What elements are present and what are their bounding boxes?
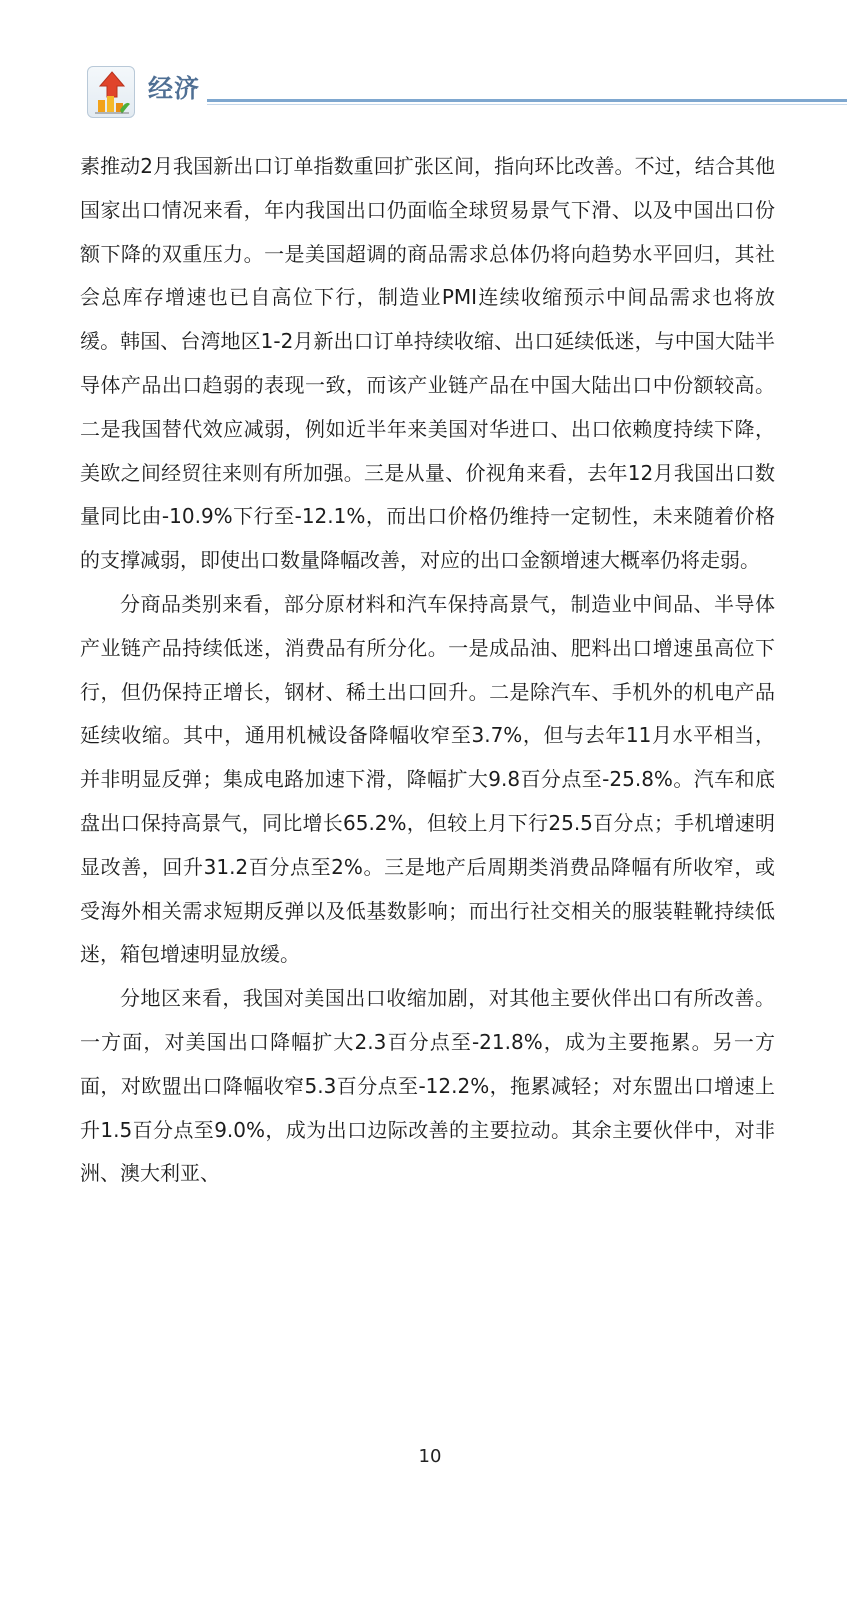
- page-header: [0, 0, 860, 130]
- page-number: 10: [418, 1446, 442, 1467]
- paragraph: 分商品类别来看，部分原材料和汽车保持高景气，制造业中间品、半导体产业链产品持续低迷，消费品有所分化。一是成品油、肥料出口增速虽高位下行，但仍保持正增长，钢材、稀土出口回升。二是除汽车、手机外的机电产品延续收缩。其中，通用机械设备降幅收窄至3.7%，但与去年11月水平相当，并非明显反弹；集成电路加速下滑，降幅扩大9.8百分点至-25.8%。汽车和底盘出口保持高景气，同比增长65.2%，但较上月下行25.5百分点；手机增速明显改善，回升31.2百分点至2%。三是地产后周期类消费品降幅有所收窄，或受海外相关需求短期反弹以及低基数影响；而出行社交相关的服装鞋靴持续低迷，箱包增速明显放缓。: [80, 591, 775, 967]
- paragraph: 分地区来看，我国对美国出口收缩加剧，对其他主要伙伴出口有所改善。一方面，对美国出口降幅扩大2.3百分点至-21.8%，成为主要拖累。另一方面，对欧盟出口降幅收窄5.3百分点至-12.2%，拖累减轻；对东盟出口增速上升1.5百分点至9.0%，成为出口边际改善的主要拉动。其余主要伙伴中，对非洲、澳大利亚、: [80, 986, 775, 1186]
- section-logo: [87, 66, 135, 118]
- header-divider: [207, 99, 847, 102]
- section-title: 经济: [148, 74, 201, 103]
- body-text: [80, 145, 775, 1196]
- paragraph: 素推动2月我国新出口订单指数重回扩张区间，指向环比改善。不过，结合其他国家出口情况来看，年内我国出口仍面临全球贸易景气下滑、以及中国出口份额下降的双重压力。一是美国超调的商品需求总体仍将向趋势水平回归，其社会总库存增速也已自高位下行，制造业PMI连续收缩预示中间品需求也将放缓。韩国、台湾地区1-2月新出口订单持续收缩、出口延续低迷，与中国大陆半导体产品出口趋弱的表现一致，而该产业链产品在中国大陆出口中份额较高。二是我国替代效应减弱，例如近半年来美国对华进口、出口依赖度持续下降，美欧之间经贸往来则有所加强。三是从量、价视角来看，去年12月我国出口数量同比由-10.9%下行至-12.1%，而出口价格仍维持一定韧性，未来随着价格的支撑减弱，即使出口数量降幅改善，对应的出口金额增速大概率仍将走弱。: [80, 154, 775, 573]
- growth-chart-icon: [92, 70, 132, 116]
- header-divider-thin: [207, 104, 847, 105]
